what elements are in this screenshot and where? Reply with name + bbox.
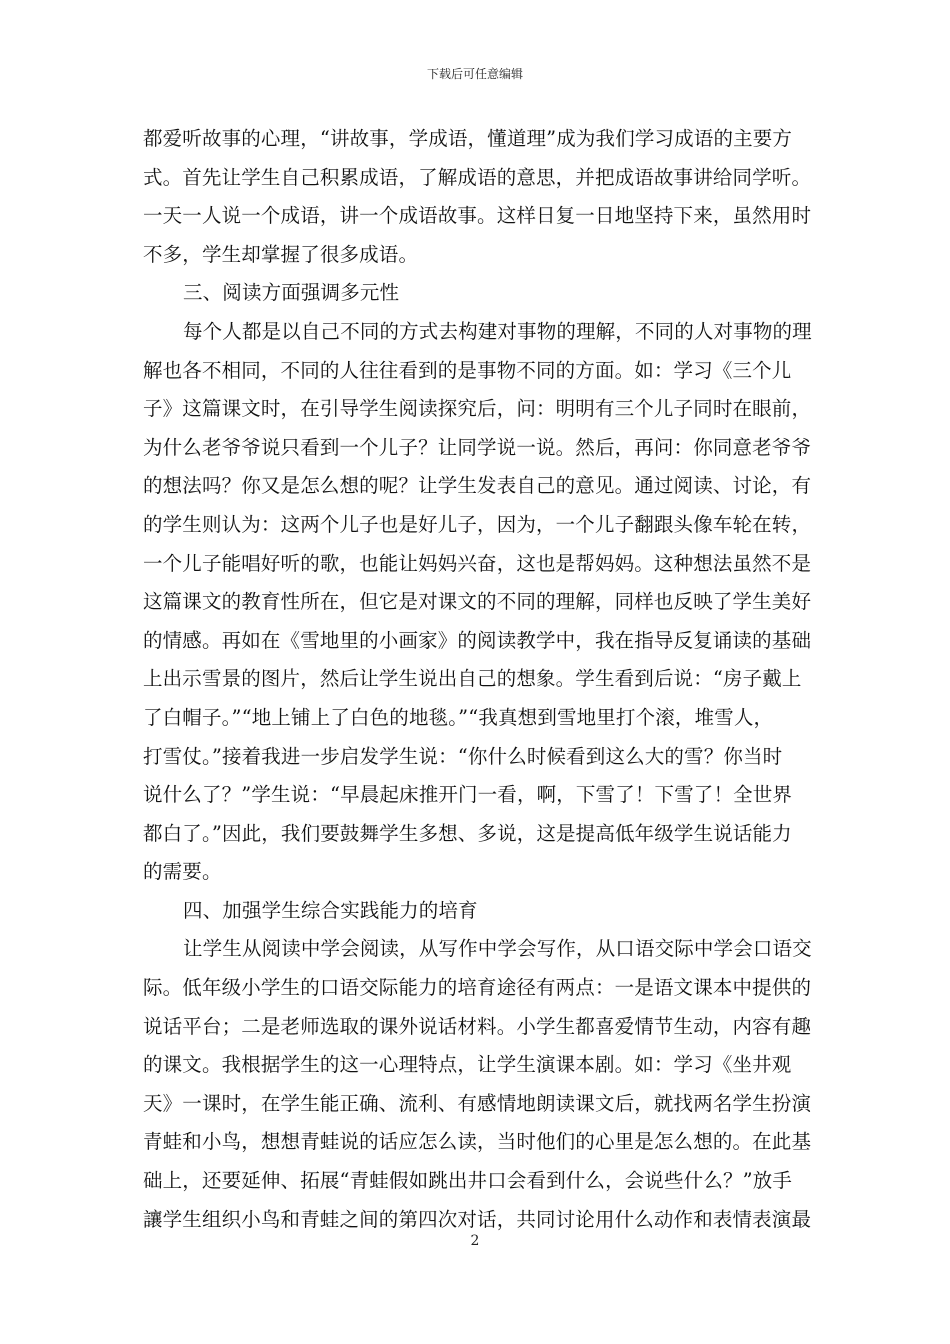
text-line: 础上，还要延伸、拓展“青蛙假如跳出井口会看到什么，会说些什么？”放手 (143, 1169, 793, 1193)
text-line: 的课文。我根据学生的这一心理特点，让学生演课本剧。如：学习《坐井观 (143, 1053, 792, 1077)
text-line: 一天一人说一个成语，讲一个成语故事。这样日复一日地坚持下来，虽然用时 (143, 204, 812, 228)
text-line: 打雪仗。”接着我进一步启发学生说：“你什么时候看到这么大的雪？你当时 (143, 744, 783, 768)
section-heading: 四、加强学生综合实践能力的培育 (183, 898, 478, 922)
text-line: 每个人都是以自己不同的方式去构建对事物的理解，不同的人对事物的理 (183, 319, 812, 343)
text-line: 的学生则认为：这两个儿子也是好儿子，因为，一个儿子翻跟头像车轮在转， (143, 512, 812, 536)
text-line: 说话平台；二是老师选取的课外说话材料。小学生都喜爱情节生动，内容有趣 (143, 1014, 812, 1038)
text-line: 都爱听故事的心理，“讲故事，学成语，懂道理”成为我们学习成语的主要方 (143, 127, 793, 150)
text-line: 一个儿子能唱好听的歌，也能让妈妈兴奋，这也是帮妈妈。这种想法虽然不是 (143, 551, 812, 575)
text-line: 上出示雪景的图片，然后让学生说出自己的想象。学生看到后说：“房子戴上 (143, 667, 802, 691)
text-line: 际。低年级小学生的口语交际能力的培育途径有两点：一是语文课本中提供的 (143, 976, 812, 1000)
text-line: 天》一课时，在学生能正确、流利、有感情地朗读课文后，就找两名学生扮演 (143, 1091, 812, 1115)
text-line: 这篇课文的教育性所在，但它是对课文的不同的理解，同样也反映了学生美好 (143, 590, 812, 614)
text-line: 的情感。再如在《雪地里的小画家》的阅读教学中，我在指导反复诵读的基础 (143, 628, 812, 652)
text-line: 的想法吗？你又是怎么想的呢？让学生发表自己的意见。通过阅读、讨论，有 (143, 474, 812, 498)
page-header: 下载后可任意编辑 (426, 67, 523, 81)
text-line: 说什么了？”学生说：“早晨起床推开门一看，啊，下雪了！下雪了！全世界 (143, 783, 793, 807)
text-line: 青蛙和小鸟，想想青蛙说的话应怎么读，当时他们的心里是怎么想的。在此基 (143, 1130, 812, 1154)
page-number: 2 (470, 1233, 480, 1249)
text-line: 都白了。”因此，我们要鼓舞学生多想、多说，这是提高低年级学生说话能力 (143, 821, 792, 845)
text-line: 子》这篇课文时，在引导学生阅读探究后，问：明明有三个儿子同时在眼前， (143, 397, 812, 421)
document-body (143, 120, 812, 1239)
text-line: 不多，学生却掌握了很多成语。 (143, 242, 419, 266)
text-line: 式。首先让学生自己积累成语，了解成语的意思，并把成语故事讲给同学听。 (143, 165, 812, 189)
text-line: 讓学生组织小鸟和青蛙之间的第四次对话，共同讨论用什么动作和表情表演最 (143, 1207, 812, 1231)
text-line: 了白帽子。”“地上铺上了白色的地毯。”“我真想到雪地里打个滚，堆雪人， (143, 705, 774, 729)
text-line: 解也各不相同，不同的人往往看到的是事物不同的方面。如：学习《三个儿 (143, 358, 792, 382)
section-heading: 三、阅读方面强调多元性 (183, 281, 400, 305)
text-line: 的需要。 (143, 860, 222, 884)
text-line: 为什么老爷爷说只看到一个儿子？让同学说一说。然后，再问：你同意老爷爷 (143, 435, 812, 459)
text-line: 让学生从阅读中学会阅读，从写作中学会写作，从口语交际中学会口语交 (183, 937, 812, 961)
